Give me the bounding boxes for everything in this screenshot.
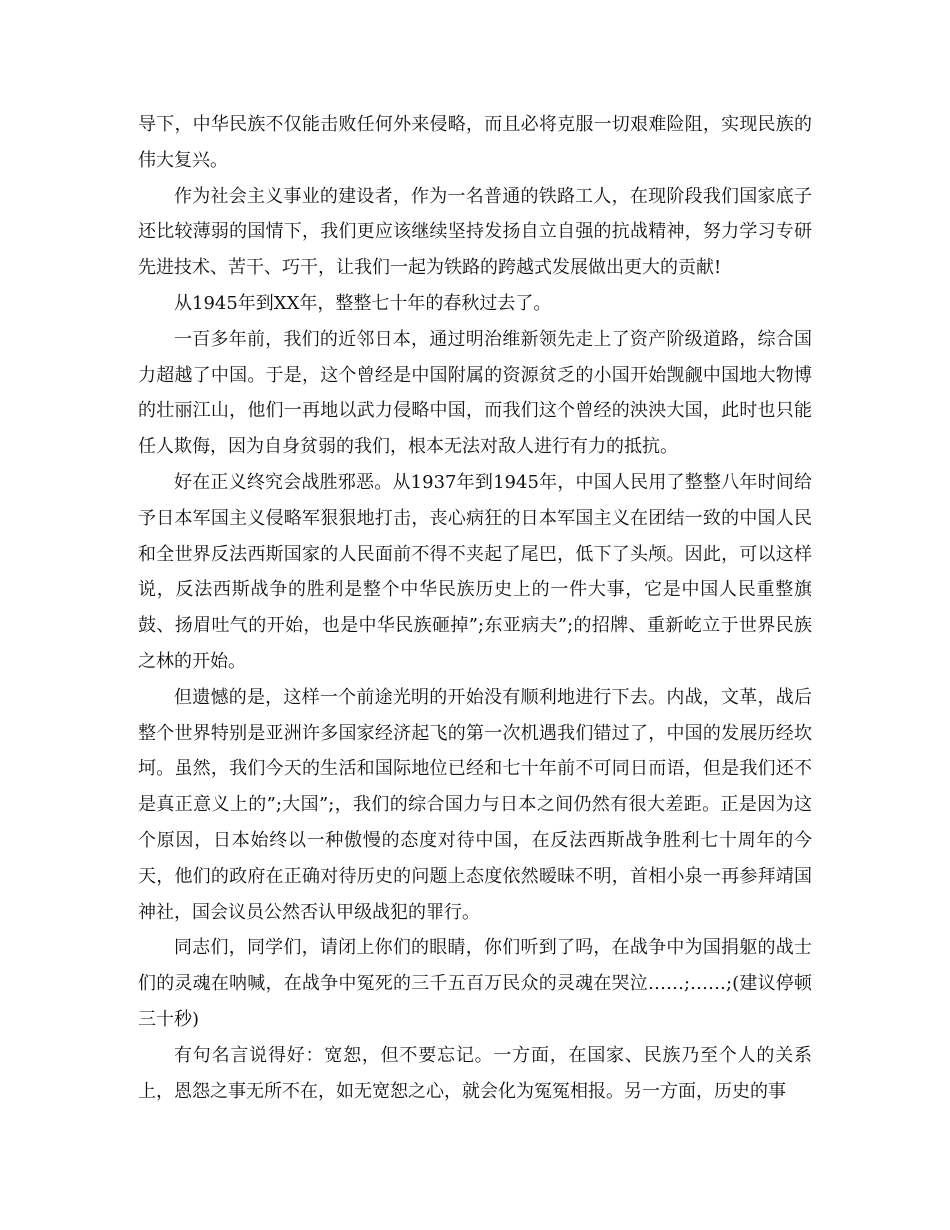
paragraph-3: 从1945年到XX年，整整七十年的春秋过去了。 [174,292,552,314]
paragraph-5: 好在正义终究会战胜邪恶。从1937年到1945年，中国人民用了整整八年时间给予日本军国主义侵略军狠狠地打击，丧心病狂的日本军国主义在团结一致的中国人民和全世界反法西斯国家的人民面前不得不夹起了尾巴，低下了头颅。因此，可以这样说，反法西斯战争的胜利是整个中华民族历史上的一件大事，它是中国人民重整旗鼓、扬眉吐气的开始，也是中华民族砸掉”;东亚病夫”;的招牌、重新屹立于世界民族之林的开始。 [138,471,812,672]
paragraph-2: 作为社会主义事业的建设者，作为一名普通的铁路工人，在现阶段我们国家底子还比较薄弱的国情下，我们更应该继续坚持发扬自立自强的抗战精神，努力学习专研先进技术、苦干、巧干，让我们一起为铁路的跨越式发展做出更大的贡献! [138,185,812,279]
paragraph-6: 但遗憾的是，这样一个前途光明的开始没有顺利地进行下去。内战，文革，战后整个世界特别是亚洲许多国家经济起飞的第一次机遇我们错过了，中国的发展历经坎坷。虽然，我们今天的生活和国际地位已经和七十年前不可同日而语，但是我们还不是真正意义上的”;大国”;，我们的综合国力与日本之间仍然有很大差距。正是因为这个原因，日本始终以一种傲慢的态度对待中国，在反法西斯战争胜利七十周年的今天，他们的政府在正确对待历史的问题上态度依然暧昧不明，首相小泉一再参拜靖国神社，国会议员公然否认甲级战犯的罪行。 [138,686,812,923]
paragraph-4: 一百多年前，我们的近邻日本，通过明治维新领先走上了资产阶级道路，综合国力超越了中国。于是，这个曾经是中国附属的资源贫乏的小国开始觊觎中国地大物博的壮丽江山，他们一再地以武力侵略中国，而我们这个曾经的泱泱大国，此时也只能任人欺侮，因为自身贫弱的我们，根本无法对敌人进行有力的抵抗。 [138,328,812,458]
paragraph-7: 同志们，同学们，请闭上你们的眼睛，你们听到了吗，在战争中为国捐躯的战士们的灵魂在呐喊，在战争中冤死的三千五百万民众的灵魂在哭泣……;……;(建议停顿三十秒) [138,937,812,1030]
paragraph-1: 导下，中华民族不仅能击败任何外来侵略，而且必将克服一切艰难险阻，实现民族的伟大复兴。 [138,114,812,171]
document-body [138,107,812,1109]
paragraph-8: 有句名言说得好：宽恕，但不要忘记。一方面，在国家、民族乃至个人的关系上，恩怨之事无所不在，如无宽恕之心，就会化为冤冤相报。另一方面，历史的事 [138,1044,812,1102]
